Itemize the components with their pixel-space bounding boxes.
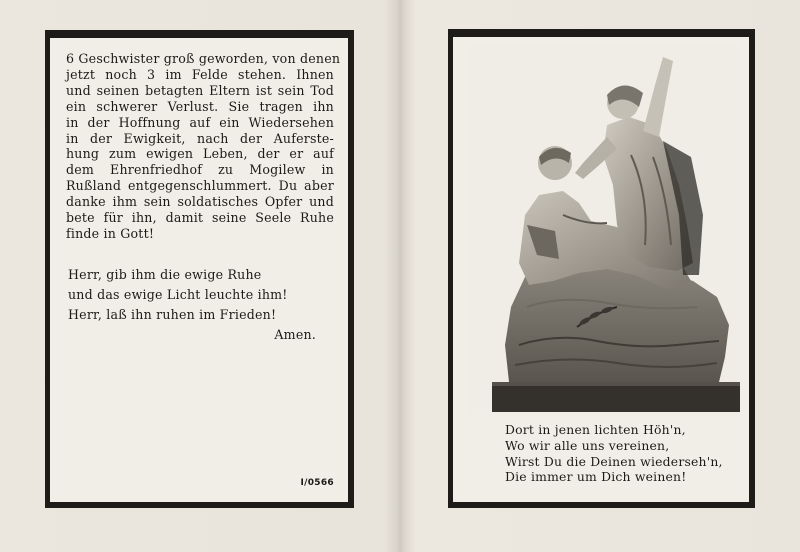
obituary-line: jetzt noch 3 im Felde stehen. Ihnen [66, 66, 334, 82]
amen-text: Amen. [274, 327, 316, 342]
obituary-line: in der Ewigkeit, nach der Auferste- [66, 130, 334, 146]
prayer-text [68, 265, 324, 345]
obituary-line: und seinen betagten Eltern ist sein Tod [66, 82, 334, 98]
left-page [0, 0, 398, 552]
right-mourning-frame [448, 29, 755, 508]
verse-line: Wirst Du die Deinen wiederseh'n, [505, 453, 723, 469]
obituary-line: dem Ehrenfriedhof zu Mogilew in [66, 162, 334, 178]
verse-line: Dort in jenen lichten Höh'n, [505, 422, 686, 437]
catalog-number: I/0566 [300, 478, 334, 488]
left-mourning-frame [45, 30, 354, 508]
verse-line: Die immer um Dich weinen! [505, 469, 687, 485]
statue-illustration [467, 45, 741, 415]
obituary-line: hung zum ewigen Leben, der er auf [66, 146, 334, 162]
obituary-line: danke ihm sein soldatisches Opfer und [66, 194, 334, 210]
pedestal-base [492, 382, 740, 412]
prayer-line: Herr, laß ihn ruhen im Frieden! [68, 307, 277, 322]
verse-line: Wo wir alle uns vereinen, [505, 437, 670, 453]
obituary-line: finde in Gott! [66, 225, 155, 241]
obituary-line: ein schwerer Verlust. Sie tragen ihn [66, 98, 334, 114]
right-page [402, 0, 800, 552]
obituary-line: in der Hoffnung auf ein Wiedersehen [66, 114, 334, 130]
memorial-statue-photo [467, 45, 741, 415]
prayer-line: und das ewige Licht leuchte ihm! [68, 287, 288, 302]
prayer-line: Herr, gib ihm die ewige Ruhe [68, 267, 262, 282]
memorial-verse [505, 422, 745, 485]
obituary-line: 6 Geschwister groß geworden, von denen [66, 51, 341, 66]
obituary-line: Rußland entgegenschlummert. Du aber [66, 178, 334, 194]
obituary-text [66, 51, 341, 242]
obituary-line: bete für ihn, damit seine Seele Ruhe [66, 210, 334, 226]
